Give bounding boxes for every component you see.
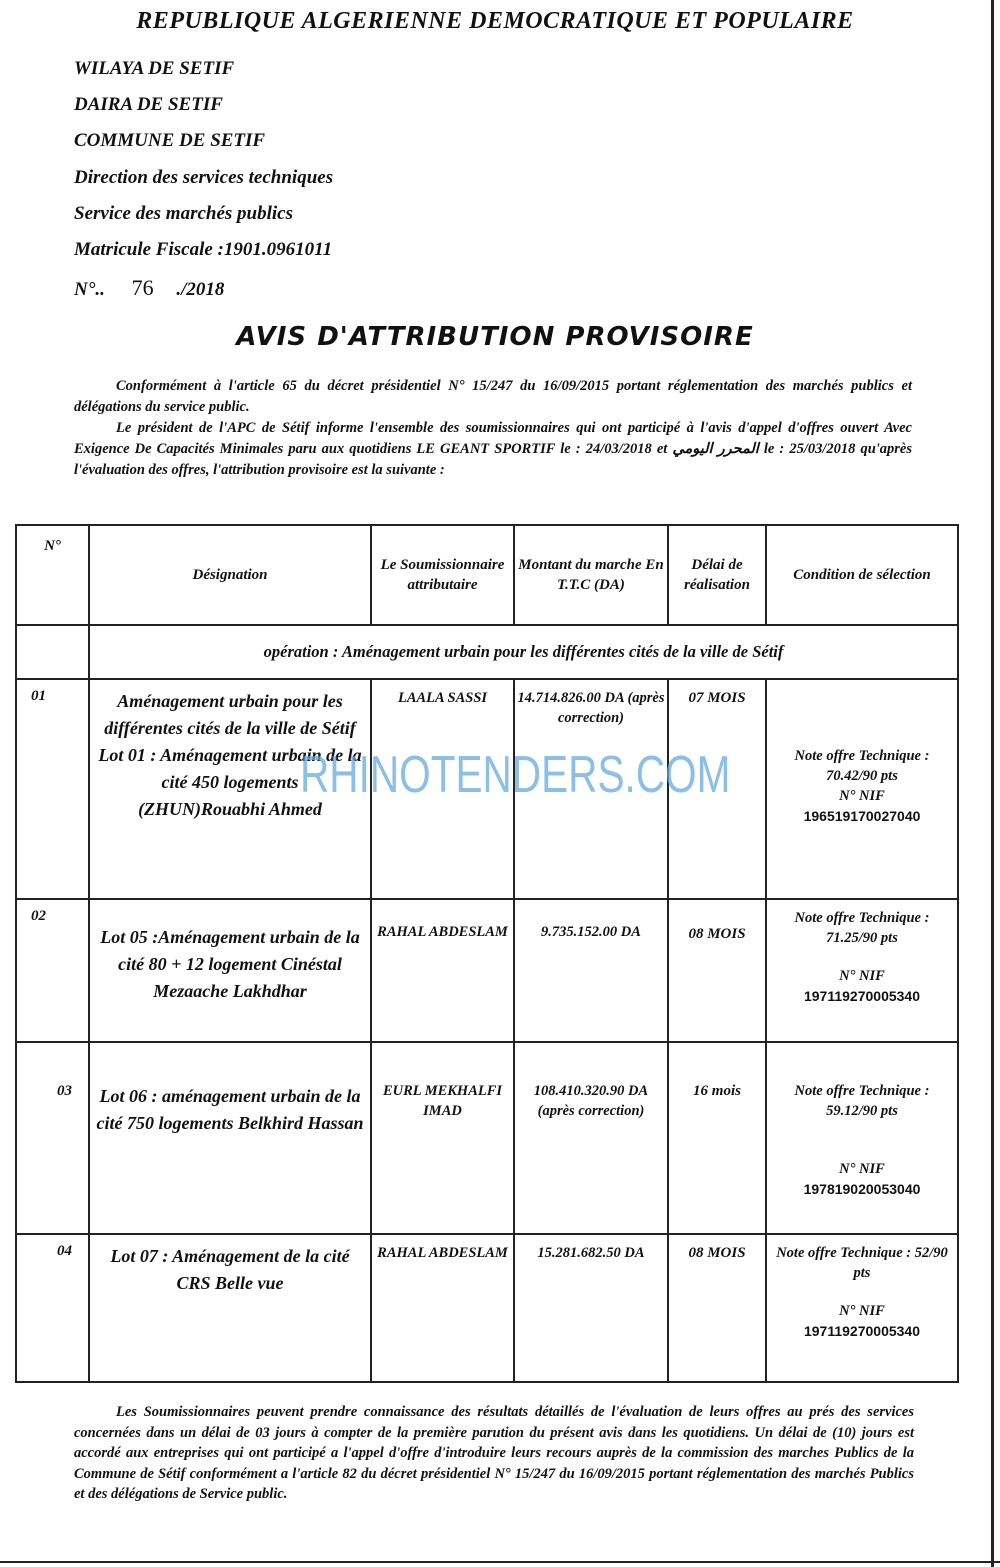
header-no: N°: [16, 525, 89, 625]
attribution-table: [15, 524, 959, 1383]
table-row: [16, 1042, 958, 1234]
row-designation: Lot 06 : aménagement urbain de la cité 750 logements Belkhird Hassan: [89, 1042, 371, 1234]
footer-text: [74, 1402, 914, 1505]
row-no: 04: [16, 1234, 89, 1382]
row-montant: 14.714.826.00 DA (après correction): [514, 679, 668, 899]
row-no: 03: [16, 1042, 89, 1234]
intro-text: [74, 376, 912, 481]
intro-paragraph-2: Le président de l'APC de Sétif informe l'ensemble des soumissionnaires qui ont participé à l'avis d'appel d'offres ouvert Avec Exigence De Capacités Minimales paru aux quotidiens LE GEANT SPORTIF le : 24/03/2018 et المحرر اليومي le : 25/03/2018 qu'après l'évaluation des offres, l'attribution provisoire est la suivante :: [74, 420, 913, 478]
row-montant: 9.735.152.00 DA: [514, 899, 668, 1042]
table-row: [16, 899, 958, 1042]
row-montant: 15.281.682.50 DA: [514, 1234, 668, 1382]
row-montant: 108.410.320.90 DA (après correction): [514, 1042, 668, 1234]
row-delai: 07 MOIS: [668, 679, 766, 899]
number-prefix: N°..: [74, 279, 105, 300]
notice-title: AVIS D'ATTRIBUTION PROVISOIRE: [236, 322, 754, 352]
table-row: [16, 1234, 958, 1382]
header-soumissionnaire: Le Soumissionnaire attributaire: [371, 525, 514, 625]
direction-line: Direction des services techniques: [74, 167, 334, 188]
header-delai: Délai de réalisation: [668, 525, 766, 625]
footer-paragraph: Les Soumissionnaires peuvent prendre connaissance des résultats détaillés de l'évaluation de leurs offres au prés des services concernées dans un délai de 03 jours à compter de la première parution du présent avis dans les quotidiens. Un délai de (10) jours est accordé aux entreprises qui ont participé a l'appel d'offre d'introduire leurs recours auprès de la commission des marches Publics de la Commune de Sétif conformément a l'article 82 du décret présidentiel N° 15/247 du 16/09/2015 portant réglementation des marchés Publics et des délégations de Service public.: [74, 1404, 914, 1502]
republic-title: REPUBLIQUE ALGERIENNE DEMOCRATIQUE ET POPULAIRE: [136, 8, 854, 34]
row-condition: [766, 1042, 958, 1234]
row-nif-label: N° NIF: [839, 788, 885, 804]
row-nif-label: N° NIF: [839, 968, 885, 984]
row-condition: [766, 1234, 958, 1382]
commune-line: COMMUNE DE SETIF: [74, 130, 266, 151]
header-montant: Montant du marche En T.T.C (DA): [514, 525, 668, 625]
row-nif: 197119270005340: [803, 1323, 921, 1339]
row-nif-label: N° NIF: [839, 1303, 885, 1319]
row-nif: 196519170027040: [803, 808, 921, 824]
operation-row: [16, 625, 958, 679]
row-soumissionnaire: RAHAL ABDESLAM: [371, 1234, 514, 1382]
notice-number: [74, 275, 224, 301]
table-header-row: [16, 525, 958, 625]
header-condition: Condition de sélection: [766, 525, 958, 625]
row-condition: [766, 679, 958, 899]
row-soumissionnaire: EURL MEKHALFI IMAD: [371, 1042, 514, 1234]
number-suffix: ./2018: [176, 279, 225, 300]
header-designation: Désignation: [89, 525, 371, 625]
row-note: Note offre Technique : 52/90 pts: [776, 1245, 948, 1281]
row-condition: [766, 899, 958, 1042]
row-no: 01: [16, 679, 89, 899]
daira-line: DAIRA DE SETIF: [74, 94, 223, 115]
row-soumissionnaire: RAHAL ABDESLAM: [371, 899, 514, 1042]
row-note: Note offre Technique : 71.25/90 pts: [794, 910, 930, 946]
row-no: 02: [16, 899, 89, 1042]
service-line: Service des marchés publics: [74, 203, 294, 224]
row-note: Note offre Technique : 59.12/90 pts: [794, 1083, 930, 1119]
watermark: RHINOTENDERS.COM: [300, 746, 731, 804]
intro-paragraph-1: Conformément à l'article 65 du décret présidentiel N° 15/247 du 16/09/2015 portant réglementation des marchés publics et délégations du service public.: [74, 378, 912, 415]
row-nif-label: N° NIF: [839, 1161, 885, 1177]
operation-empty-cell: [16, 625, 89, 679]
page-border-bottom: [0, 1561, 1000, 1563]
wilaya-line: WILAYA DE SETIF: [74, 58, 235, 79]
row-delai: 08 MOIS: [668, 899, 766, 1042]
operation-label: opération : Aménagement urbain pour les différentes cités de la ville de Sétif: [89, 625, 958, 679]
row-delai: 16 mois: [668, 1042, 766, 1234]
row-designation: Lot 05 :Aménagement urbain de la cité 80 + 12 logement Cinéstal Mezaache Lakhdhar: [89, 899, 371, 1042]
page-border-right: [991, 0, 994, 1567]
row-nif: 197119270005340: [803, 988, 921, 1004]
row-designation: Lot 07 : Aménagement de la cité CRS Belle vue: [89, 1234, 371, 1382]
number-value: 76: [131, 275, 154, 300]
row-nif: 197819020053040: [803, 1181, 921, 1197]
row-delai: 08 MOIS: [668, 1234, 766, 1382]
matricule-line: Matricule Fiscale :1901.0961011: [74, 239, 333, 260]
row-designation: Aménagement urbain pour les différentes cités de la ville de Sétif Lot 01 : Aménagement urbain de la cité 450 logements (ZHUN)Rouabhi Ahmed: [89, 679, 371, 899]
row-soumissionnaire: LAALA SASSI: [371, 679, 514, 899]
row-note: Note offre Technique : 70.42/90 pts: [794, 748, 930, 784]
